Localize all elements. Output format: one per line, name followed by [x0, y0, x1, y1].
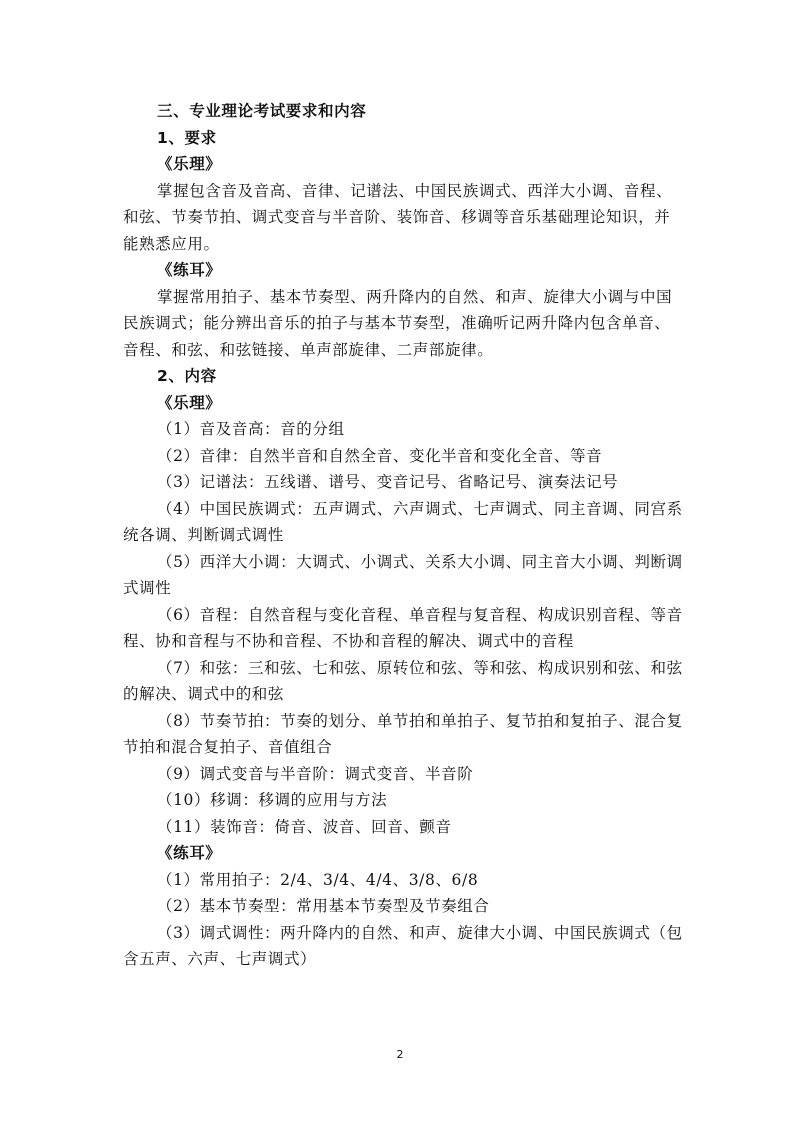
theory-item-8: （8）节奏节拍：节奏的划分、单节拍和单拍子、复节拍和复拍子、混合复节拍和混合复拍子、音值组合 — [123, 711, 683, 756]
ear-item-1: （1）常用拍子：2/4、3/4、4/4、3/8、6/8 — [157, 870, 479, 889]
theory-item-6: （6）音程：自然音程与变化音程、单音程与复音程、构成识别音程、等音程、协和音程与不协和音程、不协和音程的解决、调式中的音程 — [123, 605, 683, 650]
theory-item-4: （4）中国民族调式：五声调式、六声调式、七声调式、同主音调、同宫系统各调、判断调式调性 — [123, 499, 683, 544]
content-ear-title: 《练耳》 — [157, 844, 222, 862]
requirements-ear-title: 《练耳》 — [157, 261, 222, 279]
section-heading: 三、专业理论考试要求和内容 — [157, 102, 367, 120]
requirements-ear-text: 掌握常用拍子、基本节奏型、两升降内的自然、和声、旋律大小调与中国民族调式；能分辨出音乐的拍子与基本节奏型，准确听记两升降内包含单音、音程、和弦、和弦链接、单声部旋律、二声部旋律。 — [123, 287, 673, 359]
theory-item-2: （2）音律：自然半音和自然全音、变化半音和变化全音、等音 — [157, 446, 603, 465]
requirements-heading: 1、要求 — [157, 128, 217, 147]
content-heading: 2、内容 — [157, 367, 217, 385]
theory-item-5: （5）西洋大小调：大调式、小调式、关系大小调、同主音大小调、判断调式调性 — [123, 552, 683, 597]
theory-item-1: （1）音及音高：音的分组 — [157, 420, 345, 438]
ear-item-3: （3）调式调性：两升降内的自然、和声、旋律大小调、中国民族调式（包含五声、六声、七声调式） — [123, 923, 683, 968]
document-body — [123, 98, 683, 973]
requirements-theory-text: 掌握包含音及音高、音律、记谱法、中国民族调式、西洋大小调、音程、和弦、节奏节拍、调式变音与半音阶、装饰音、移调等音乐基础理论知识，并能熟悉应用。 — [123, 181, 673, 253]
requirements-theory-title: 《乐理》 — [157, 155, 222, 173]
theory-item-11: （11）装饰音：倚音、波音、回音、颤音 — [157, 817, 452, 836]
theory-item-3: （3）记谱法：五线谱、谱号、变音记号、省略记号、演奏法记号 — [157, 473, 619, 491]
theory-item-10: （10）移调：移调的应用与方法 — [157, 791, 388, 809]
theory-item-9: （9）调式变音与半音阶：调式变音、半音阶 — [157, 764, 474, 783]
ear-item-2: （2）基本节奏型：常用基本节奏型及节奏组合 — [157, 897, 490, 915]
page-number: 2 — [396, 1048, 404, 1061]
content-theory-title: 《乐理》 — [157, 393, 222, 412]
theory-item-7: （7）和弦：三和弦、七和弦、原转位和弦、等和弦、构成识别和弦、和弦的解决、调式中的和弦 — [123, 658, 683, 703]
